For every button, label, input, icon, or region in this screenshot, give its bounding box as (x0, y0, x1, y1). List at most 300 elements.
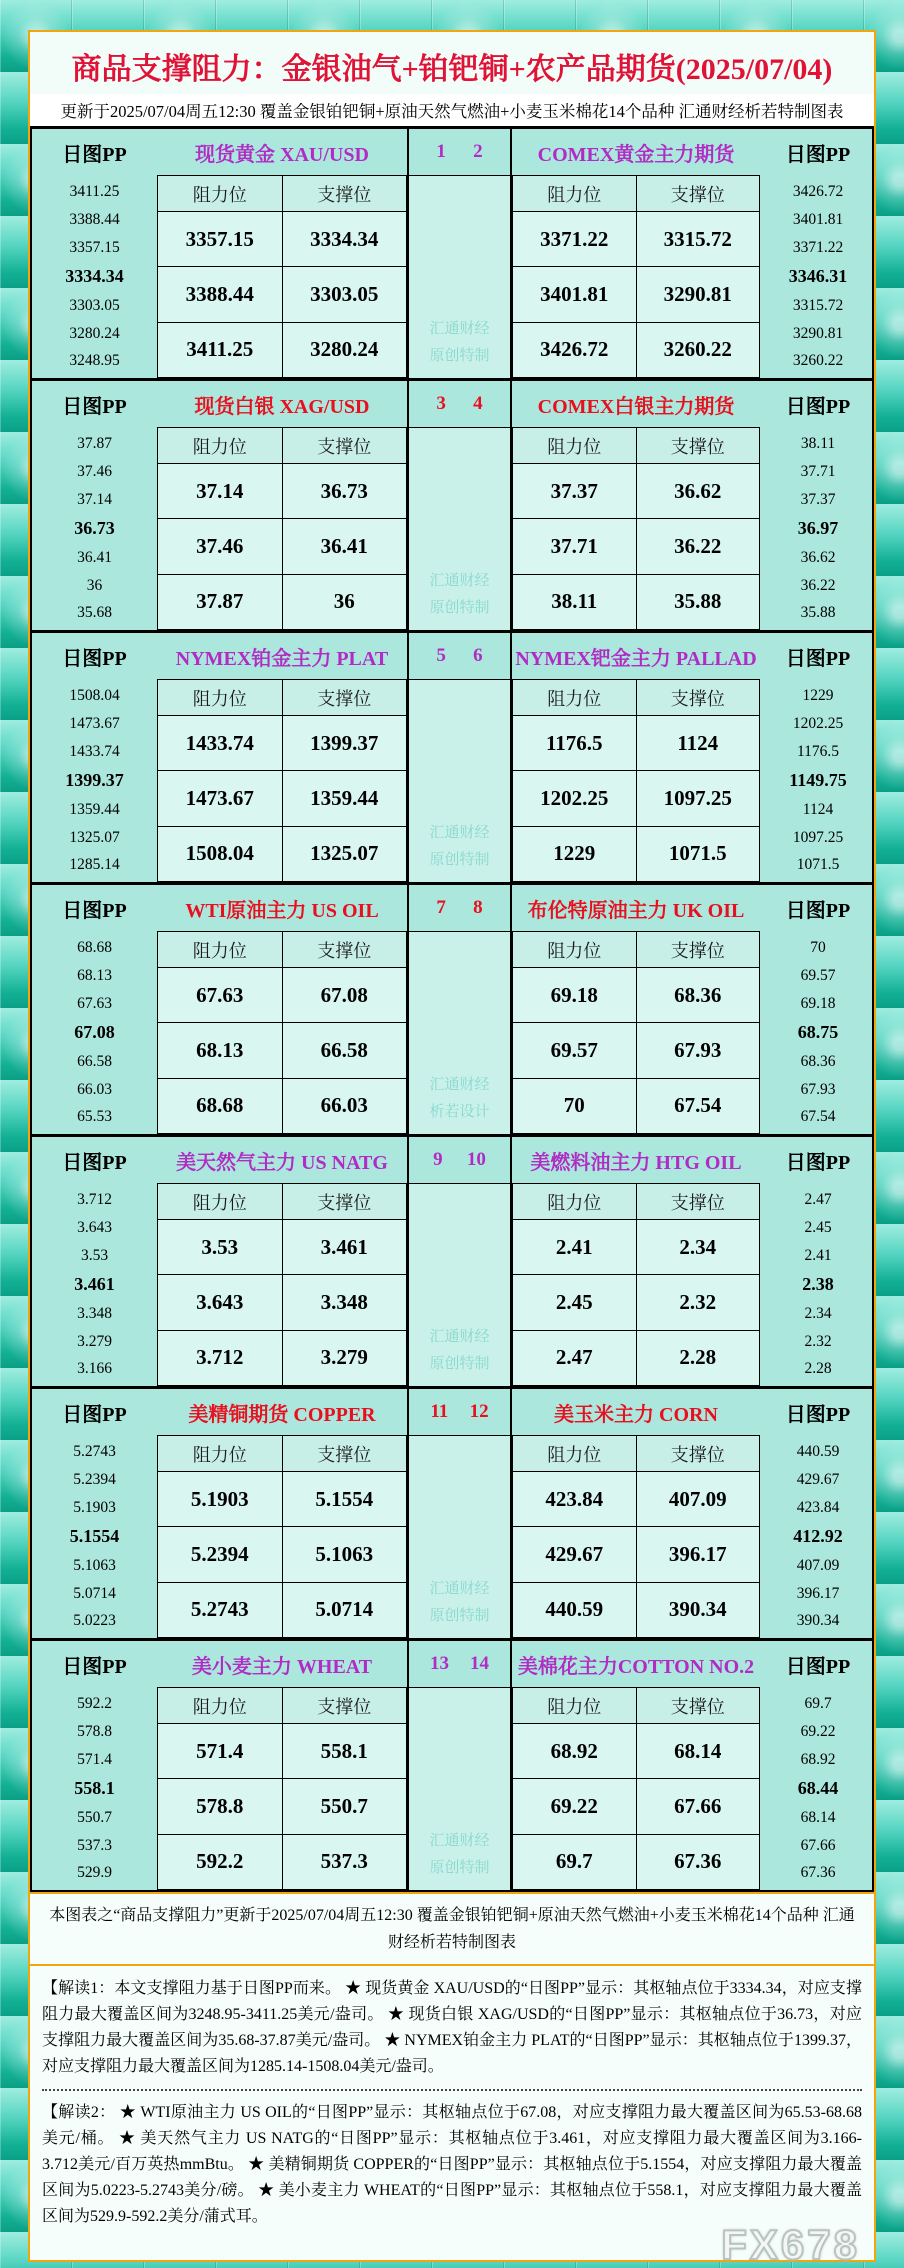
instrument-title-right: 美燃料油主力 HTG OIL (530, 1151, 742, 1174)
resistance-header: 阻力位 (513, 176, 636, 211)
levels-table-left (157, 1435, 407, 1638)
pair-number-left: 11 (430, 1401, 449, 1422)
pp-level-value: 69.22 (800, 1722, 836, 1740)
support-value: 68.36 (637, 968, 760, 1022)
pp-level-value: 3.643 (77, 1218, 112, 1236)
pp-header-label: 日图PP (62, 1403, 127, 1426)
support-value: 2.32 (637, 1275, 760, 1329)
support-value: 36.22 (637, 519, 760, 573)
support-header: 支撑位 (283, 428, 407, 463)
watermark-text (409, 316, 510, 370)
pp-level-value: 3357.15 (69, 238, 120, 256)
resistance-header: 阻力位 (513, 1436, 636, 1471)
pp-level-value: 396.17 (796, 1584, 840, 1602)
pp-pivot-value: 3334.34 (65, 266, 124, 287)
pp-level-value: 36.22 (800, 576, 836, 594)
pp-level-value: 1229 (802, 687, 834, 705)
pp-header-right-cell (760, 1641, 876, 1687)
pp-level-value: 2.47 (804, 1191, 832, 1209)
levels-table-right (512, 427, 760, 630)
support-value: 1097.25 (637, 771, 760, 825)
resistance-header: 阻力位 (158, 932, 282, 967)
pair-number-left: 9 (433, 1149, 443, 1170)
pp-level-value: 37.46 (77, 462, 112, 480)
pp-header-right-cell (760, 1389, 876, 1435)
levels-table-left (157, 931, 407, 1134)
support-value: 3315.72 (637, 212, 760, 266)
pp-level-value: 571.4 (77, 1750, 112, 1768)
pp-level-value: 68.68 (77, 939, 112, 957)
resistance-value: 440.59 (513, 1583, 636, 1637)
pp-level-value: 67.36 (800, 1864, 836, 1882)
watermark-cell (407, 1435, 512, 1638)
pp-levels-column-right (760, 427, 876, 630)
pp-level-value: 68.13 (77, 966, 112, 984)
pp-levels-column-left (32, 1687, 157, 1890)
pp-level-value: 65.53 (77, 1108, 112, 1126)
pp-header-label: 日图PP (62, 395, 127, 418)
commodity-block (32, 630, 872, 882)
resistance-value: 1176.5 (513, 716, 636, 770)
pp-level-value: 69.57 (800, 966, 836, 984)
pp-pivot-value: 412.92 (793, 1526, 843, 1547)
note-interpretation-1: 【解读1：本文支撑阻力基于日图PP而来。 ★ 现货黄金 XAU/USD的“日图PP”显示：其枢轴点位于3334.34，对应支撑阻力最大覆盖区间为3248.95-3411.25美元/盎司。 ★ 现货白银 XAG/USD的“日图PP”显示：其枢轴点位于36.73，对应支撑阻力最大覆盖区间为35.68-37.87美元/盎司。 ★ NYMEX铂金主力 PLAT的“日图PP”显示：其枢轴点位于1399.37，对应支撑阻力最大覆盖区间为1285.14-1508.04美元/盎司。 (42, 1980, 862, 2075)
resistance-value: 69.18 (513, 968, 636, 1022)
pair-number-left: 1 (436, 141, 446, 162)
resistance-value: 1202.25 (513, 771, 636, 825)
pp-level-value: 69.7 (804, 1695, 832, 1713)
instrument-title-right: 布伦特原油主力 UK OIL (527, 899, 745, 922)
pp-levels-column-left (32, 1435, 157, 1638)
pp-levels-column-right (760, 931, 876, 1134)
pp-level-value: 2.41 (804, 1246, 832, 1264)
resistance-value: 3401.81 (513, 267, 636, 321)
resistance-header: 阻力位 (513, 1688, 636, 1723)
resistance-header: 阻力位 (158, 1436, 282, 1471)
watermark-cell (407, 931, 512, 1134)
resistance-value: 37.87 (158, 575, 282, 629)
pp-level-value: 3260.22 (792, 352, 844, 370)
resistance-header: 阻力位 (158, 176, 282, 211)
support-value: 558.1 (283, 1724, 407, 1778)
resistance-value: 3357.15 (158, 212, 282, 266)
watermark-line-2: 原创特制 (429, 852, 490, 868)
commodity-block (32, 1386, 872, 1638)
support-value: 1325.07 (283, 827, 407, 881)
support-value: 3260.22 (637, 323, 760, 377)
pp-header-left-cell (32, 1137, 157, 1183)
support-value: 550.7 (283, 1779, 407, 1833)
pp-header-label: 日图PP (62, 143, 127, 166)
pp-levels-column-left (32, 427, 157, 630)
pp-header-label: 日图PP (62, 647, 127, 670)
pp-level-value: 5.0714 (73, 1584, 116, 1602)
pp-pivot-value: 36.73 (74, 518, 115, 539)
pp-level-value: 3411.25 (69, 183, 120, 201)
fx678-watermark: FX678 (721, 2221, 860, 2268)
watermark-cell (407, 1687, 512, 1890)
pp-level-value: 35.88 (800, 604, 836, 622)
pp-level-value: 37.37 (800, 490, 836, 508)
pp-level-value: 3.166 (77, 1360, 112, 1378)
support-value: 3303.05 (283, 267, 407, 321)
watermark-text (409, 1828, 510, 1882)
watermark-text (409, 1576, 510, 1630)
watermark-cell (407, 1183, 512, 1386)
watermark-line-2: 原创特制 (429, 600, 490, 616)
support-value: 67.93 (637, 1023, 760, 1077)
pp-level-value: 3.279 (77, 1332, 112, 1350)
pp-pivot-value: 558.1 (74, 1778, 115, 1799)
pp-level-value: 429.67 (796, 1470, 840, 1488)
pp-level-value: 1202.25 (792, 714, 844, 732)
watermark-text (409, 1324, 510, 1378)
pp-level-value: 3388.44 (69, 210, 120, 228)
resistance-value: 5.2743 (158, 1583, 282, 1637)
pair-number-cell (407, 633, 512, 679)
pair-number-cell (407, 1641, 512, 1687)
commodity-block (32, 882, 872, 1134)
support-value: 68.14 (637, 1724, 760, 1778)
pp-level-value: 1433.74 (69, 742, 120, 760)
watermark-line-1: 汇通财经 (429, 1077, 490, 1093)
levels-table-left (157, 175, 407, 378)
pair-number-right: 10 (466, 1149, 486, 1170)
pp-level-value: 69.18 (800, 994, 836, 1012)
support-header: 支撑位 (637, 1184, 760, 1219)
support-header: 支撑位 (283, 1688, 407, 1723)
watermark-line-1: 汇通财经 (429, 1833, 490, 1849)
pp-level-value: 68.92 (800, 1750, 836, 1768)
pp-level-value: 2.45 (804, 1218, 832, 1236)
support-value: 407.09 (637, 1472, 760, 1526)
support-value: 36.41 (283, 519, 407, 573)
levels-table-left (157, 1687, 407, 1890)
pp-pivot-value: 3.461 (74, 1274, 115, 1295)
support-header: 支撑位 (283, 1436, 407, 1471)
support-value: 66.03 (283, 1079, 407, 1133)
watermark-cell (407, 175, 512, 378)
pp-levels-column-left (32, 679, 157, 882)
support-resistance-grid (30, 126, 874, 1892)
support-value: 5.1554 (283, 1472, 407, 1526)
resistance-value: 37.71 (513, 519, 636, 573)
pp-level-value: 5.1903 (73, 1498, 116, 1516)
masthead (30, 32, 874, 94)
pp-level-value: 1071.5 (796, 856, 840, 874)
pp-level-value: 67.63 (77, 994, 112, 1012)
watermark-line-2: 原创特制 (429, 1860, 490, 1876)
pp-levels-column-left (32, 931, 157, 1134)
support-header: 支撑位 (283, 680, 407, 715)
watermark-text (409, 820, 510, 874)
instrument-title-left: 现货白银 XAG/USD (194, 395, 370, 418)
pp-levels-column-right (760, 1687, 876, 1890)
pp-header-right-cell (760, 1137, 876, 1183)
pp-level-value: 407.09 (796, 1556, 840, 1574)
resistance-value: 38.11 (513, 575, 636, 629)
pp-level-value: 2.32 (804, 1332, 832, 1350)
support-value: 1124 (637, 716, 760, 770)
pp-level-value: 578.8 (77, 1722, 112, 1740)
commodity-block (32, 1638, 872, 1890)
pp-level-value: 3371.22 (792, 238, 844, 256)
pair-number-right: 14 (470, 1653, 489, 1674)
pp-level-value: 67.93 (800, 1080, 836, 1098)
watermark-line-1: 汇通财经 (429, 1329, 490, 1345)
resistance-value: 1473.67 (158, 771, 282, 825)
pp-pivot-value: 5.1554 (69, 1526, 120, 1547)
support-value: 3.348 (283, 1275, 407, 1329)
support-value: 3280.24 (283, 323, 407, 377)
support-header: 支撑位 (637, 1688, 760, 1723)
commodity-block (32, 378, 872, 630)
resistance-value: 592.2 (158, 1835, 282, 1889)
levels-table-right (512, 1687, 760, 1890)
resistance-value: 68.13 (158, 1023, 282, 1077)
support-header: 支撑位 (637, 932, 760, 967)
pp-level-value: 67.54 (800, 1108, 836, 1126)
pp-level-value: 3290.81 (792, 324, 844, 342)
levels-table-right (512, 931, 760, 1134)
resistance-value: 70 (513, 1079, 636, 1133)
pp-level-value: 3248.95 (69, 352, 120, 370)
pp-level-value: 1325.07 (69, 828, 120, 846)
pp-header-label: 日图PP (785, 1655, 851, 1678)
resistance-header: 阻力位 (158, 1184, 282, 1219)
pp-level-value: 440.59 (796, 1443, 840, 1461)
pp-header-label: 日图PP (785, 1403, 851, 1426)
pp-header-label: 日图PP (62, 899, 127, 922)
footer-notes (30, 1964, 874, 2268)
pp-level-value: 66.58 (77, 1052, 112, 1070)
pp-level-value: 2.28 (804, 1360, 832, 1378)
pair-number-cell (407, 129, 512, 175)
dotted-divider (42, 2089, 862, 2091)
watermark-text (409, 568, 510, 622)
pp-pivot-value: 1399.37 (65, 770, 124, 791)
pp-levels-column-left (32, 1183, 157, 1386)
watermark-cell (407, 427, 512, 630)
resistance-header: 阻力位 (158, 428, 282, 463)
support-header: 支撑位 (637, 176, 760, 211)
pp-level-value: 1508.04 (69, 687, 120, 705)
pair-number-left: 7 (436, 897, 446, 918)
resistance-value: 429.67 (513, 1527, 636, 1581)
pp-level-value: 592.2 (77, 1695, 112, 1713)
instrument-title-left: 现货黄金 XAU/USD (195, 143, 369, 166)
pp-level-value: 37.14 (77, 490, 112, 508)
update-subtitle: 更新于2025/07/04周五12:30 覆盖金银铂钯铜+原油天然气燃油+小麦玉米棉花14个品种 汇通财经析若特制图表 (30, 94, 874, 126)
levels-table-left (157, 427, 407, 630)
resistance-header: 阻力位 (513, 680, 636, 715)
pp-level-value: 36 (86, 576, 103, 594)
instrument-title-left: WTI原油主力 US OIL (185, 899, 379, 922)
resistance-value: 3426.72 (513, 323, 636, 377)
pp-pivot-value: 36.97 (797, 518, 839, 539)
pp-header-label: 日图PP (785, 899, 851, 922)
resistance-value: 69.7 (513, 1835, 636, 1889)
pp-level-value: 1473.67 (69, 714, 120, 732)
support-header: 支撑位 (283, 932, 407, 967)
resistance-header: 阻力位 (158, 680, 282, 715)
pp-level-value: 68.36 (800, 1052, 836, 1070)
instrument-title-right: COMEX白银主力期货 (537, 395, 735, 418)
pp-header-right-cell (760, 129, 876, 175)
pp-header-right-cell (760, 633, 876, 679)
pair-number-cell (407, 1389, 512, 1435)
resistance-value: 2.41 (513, 1220, 636, 1274)
support-value: 1399.37 (283, 716, 407, 770)
pp-header-label: 日图PP (785, 395, 851, 418)
support-header: 支撑位 (637, 428, 760, 463)
pp-level-value: 1359.44 (69, 800, 120, 818)
support-value: 67.36 (637, 1835, 760, 1889)
resistance-value: 5.2394 (158, 1527, 282, 1581)
watermark-line-2: 原创特制 (429, 348, 490, 364)
pp-level-value: 1097.25 (792, 828, 844, 846)
pair-number-right: 2 (473, 141, 483, 162)
pp-level-value: 37.87 (77, 435, 112, 453)
resistance-value: 5.1903 (158, 1472, 282, 1526)
support-value: 2.28 (637, 1331, 760, 1385)
resistance-value: 37.14 (158, 464, 282, 518)
resistance-header: 阻力位 (513, 932, 636, 967)
pp-level-value: 66.03 (77, 1080, 112, 1098)
pair-number-right: 12 (469, 1401, 489, 1422)
resistance-value: 423.84 (513, 1472, 636, 1526)
resistance-value: 3.643 (158, 1275, 282, 1329)
instrument-title-right: COMEX黄金主力期货 (537, 143, 735, 166)
resistance-value: 3388.44 (158, 267, 282, 321)
resistance-value: 2.47 (513, 1331, 636, 1385)
pp-level-value: 67.66 (800, 1836, 836, 1854)
resistance-value: 69.57 (513, 1023, 636, 1077)
watermark-line-2: 原创特制 (429, 1356, 490, 1372)
instrument-title-right: 美棉花主力COTTON NO.2 (517, 1655, 755, 1678)
resistance-header: 阻力位 (513, 428, 636, 463)
pp-level-value: 3315.72 (792, 296, 844, 314)
pair-number-left: 3 (436, 393, 446, 414)
pp-header-left-cell (32, 129, 157, 175)
support-value: 66.58 (283, 1023, 407, 1077)
resistance-value: 1229 (513, 827, 636, 881)
pp-level-value: 2.34 (804, 1304, 832, 1322)
pp-levels-column-right (760, 679, 876, 882)
resistance-value: 571.4 (158, 1724, 282, 1778)
levels-table-right (512, 1435, 760, 1638)
instrument-title-left: 美精铜期货 COPPER (188, 1403, 376, 1426)
pp-level-value: 36.62 (800, 548, 836, 566)
pp-level-value: 390.34 (796, 1612, 840, 1630)
pp-level-value: 3280.24 (69, 324, 120, 342)
instrument-title-right: NYMEX钯金主力 PALLAD (515, 647, 757, 670)
pp-level-value: 1124 (802, 800, 834, 818)
pair-number-right: 8 (473, 897, 483, 918)
resistance-value: 3371.22 (513, 212, 636, 266)
resistance-value: 69.22 (513, 1779, 636, 1833)
watermark-line-2: 原创特制 (429, 1608, 490, 1624)
support-value: 67.54 (637, 1079, 760, 1133)
pp-level-value: 70 (810, 939, 826, 957)
pp-header-left-cell (32, 1389, 157, 1435)
pp-level-value: 3.348 (77, 1304, 112, 1322)
instrument-title-right: 美玉米主力 CORN (554, 1403, 718, 1426)
resistance-value: 37.37 (513, 464, 636, 518)
pp-level-value: 3.53 (80, 1246, 109, 1264)
resistance-value: 2.45 (513, 1275, 636, 1329)
pp-levels-column-right (760, 175, 876, 378)
pp-pivot-value: 68.75 (797, 1022, 839, 1043)
footer-summary: 本图表之“商品支撑阻力”更新于2025/07/04周五12:30 覆盖金银铂钯铜+原油天然气燃油+小麦玉米棉花14个品种 汇通财经析若特制图表 (30, 1892, 874, 1964)
pp-level-value: 1176.5 (796, 742, 840, 760)
pp-level-value: 550.7 (77, 1808, 112, 1826)
levels-table-left (157, 1183, 407, 1386)
levels-table-right (512, 1183, 760, 1386)
resistance-header: 阻力位 (158, 1688, 282, 1723)
support-value: 3.279 (283, 1331, 407, 1385)
pp-header-label: 日图PP (785, 1151, 851, 1174)
pp-level-value: 537.3 (77, 1836, 112, 1854)
commodity-block (32, 1134, 872, 1386)
support-header: 支撑位 (283, 1184, 407, 1219)
pp-header-left-cell (32, 885, 157, 931)
support-header: 支撑位 (637, 680, 760, 715)
levels-table-right (512, 679, 760, 882)
pp-levels-column-left (32, 175, 157, 378)
levels-table-left (157, 679, 407, 882)
pp-header-label: 日图PP (62, 1151, 127, 1174)
commodity-block (32, 129, 872, 378)
resistance-value: 3.53 (158, 1220, 282, 1274)
pp-header-left-cell (32, 1641, 157, 1687)
support-value: 3290.81 (637, 267, 760, 321)
support-header: 支撑位 (283, 176, 407, 211)
pp-level-value: 36.41 (77, 548, 112, 566)
pp-header-right-cell (760, 381, 876, 427)
levels-table-right (512, 175, 760, 378)
support-value: 1359.44 (283, 771, 407, 825)
pair-number-right: 6 (473, 645, 483, 666)
resistance-value: 578.8 (158, 1779, 282, 1833)
pp-pivot-value: 1149.75 (789, 770, 847, 791)
support-value: 396.17 (637, 1527, 760, 1581)
resistance-value: 3.712 (158, 1331, 282, 1385)
pair-number-left: 5 (436, 645, 446, 666)
page-title: 商品支撑阻力：金银油气+铂钯铜+农产品期货(2025/07/04) (71, 53, 833, 86)
support-value: 67.08 (283, 968, 407, 1022)
resistance-value: 1508.04 (158, 827, 282, 881)
resistance-value: 37.46 (158, 519, 282, 573)
support-value: 36.62 (637, 464, 760, 518)
pp-levels-column-right (760, 1183, 876, 1386)
pp-header-label: 日图PP (62, 1655, 127, 1678)
support-value: 537.3 (283, 1835, 407, 1889)
support-value: 36.73 (283, 464, 407, 518)
support-value: 390.34 (637, 1583, 760, 1637)
resistance-header: 阻力位 (513, 1184, 636, 1219)
support-value: 35.88 (637, 575, 760, 629)
support-value: 2.34 (637, 1220, 760, 1274)
pair-number-cell (407, 381, 512, 427)
pp-header-label: 日图PP (785, 143, 851, 166)
pair-number-cell (407, 885, 512, 931)
resistance-value: 67.63 (158, 968, 282, 1022)
pp-levels-column-right (760, 1435, 876, 1638)
pp-level-value: 3303.05 (69, 296, 120, 314)
support-value: 36 (283, 575, 407, 629)
pp-level-value: 35.68 (77, 604, 112, 622)
